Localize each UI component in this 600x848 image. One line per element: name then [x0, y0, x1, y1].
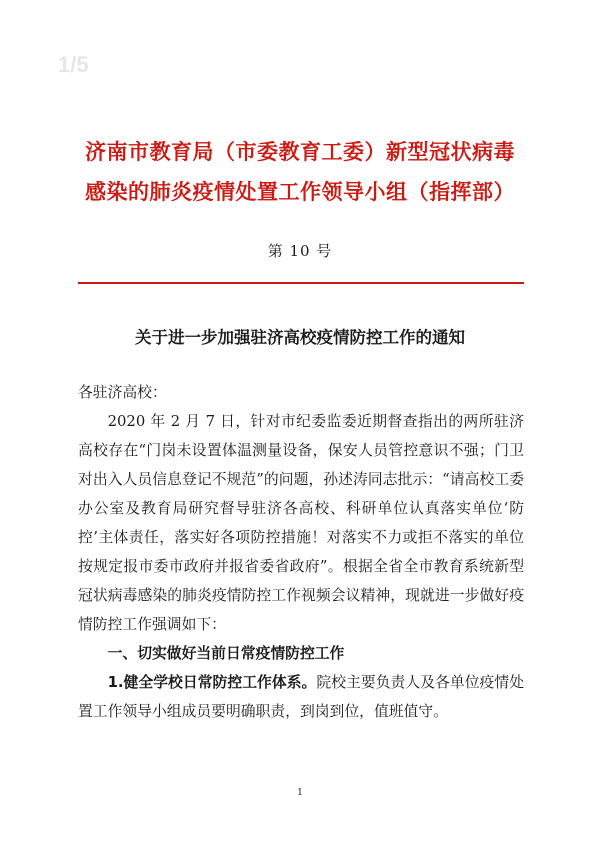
document-header — [0, 132, 600, 212]
item-1-text: 院校主要负责人及各单位疫情处置工作领导小组成员要明确职责，到岗到位，值班值守。 — [78, 674, 524, 720]
notice-body — [78, 378, 524, 726]
red-divider — [78, 282, 524, 284]
paragraph-1: 2020 年 2 月 7 日，针对市纪委监委近期督查指出的两所驻济高校存在“门岗未设置体温测量设备，保安人员管控意识不强；门卫对出入人员信息登记不规范”的问题，孙述涛同志批示：“请高校工委办公室及教育局研究督导驻济各高校、科研单位认真落实单位‘防控’主体责任，落实好各项防控措施！对落实不力或拒不落实的单位按规定报市委市政府并报省委省政府”。根据全省全市教育系统新型冠状病毒感染的肺炎疫情防控工作视频会议精神，现就进一步做好疫情防控工作强调如下： — [78, 413, 524, 633]
document-number: 第 10 号 — [267, 242, 333, 260]
header-title-line-2: 感染的肺炎疫情处置工作领导小组（指挥部） — [85, 179, 515, 204]
section-1-heading: 一、切实做好当前日常疫情防控工作 — [107, 645, 345, 662]
notice-title: 关于进一步加强驻济高校疫情防控工作的通知 — [135, 328, 465, 347]
item-1 — [78, 668, 524, 726]
page-indicator: 1/5 — [58, 52, 89, 77]
salutation: 各驻济高校： — [78, 384, 167, 401]
page-number: 1 — [297, 788, 303, 798]
header-title-line-1: 济南市教育局（市委教育工委）新型冠状病毒 — [85, 139, 515, 164]
item-1-lead: 1.健全学校日常防控工作体系。 — [107, 674, 317, 691]
